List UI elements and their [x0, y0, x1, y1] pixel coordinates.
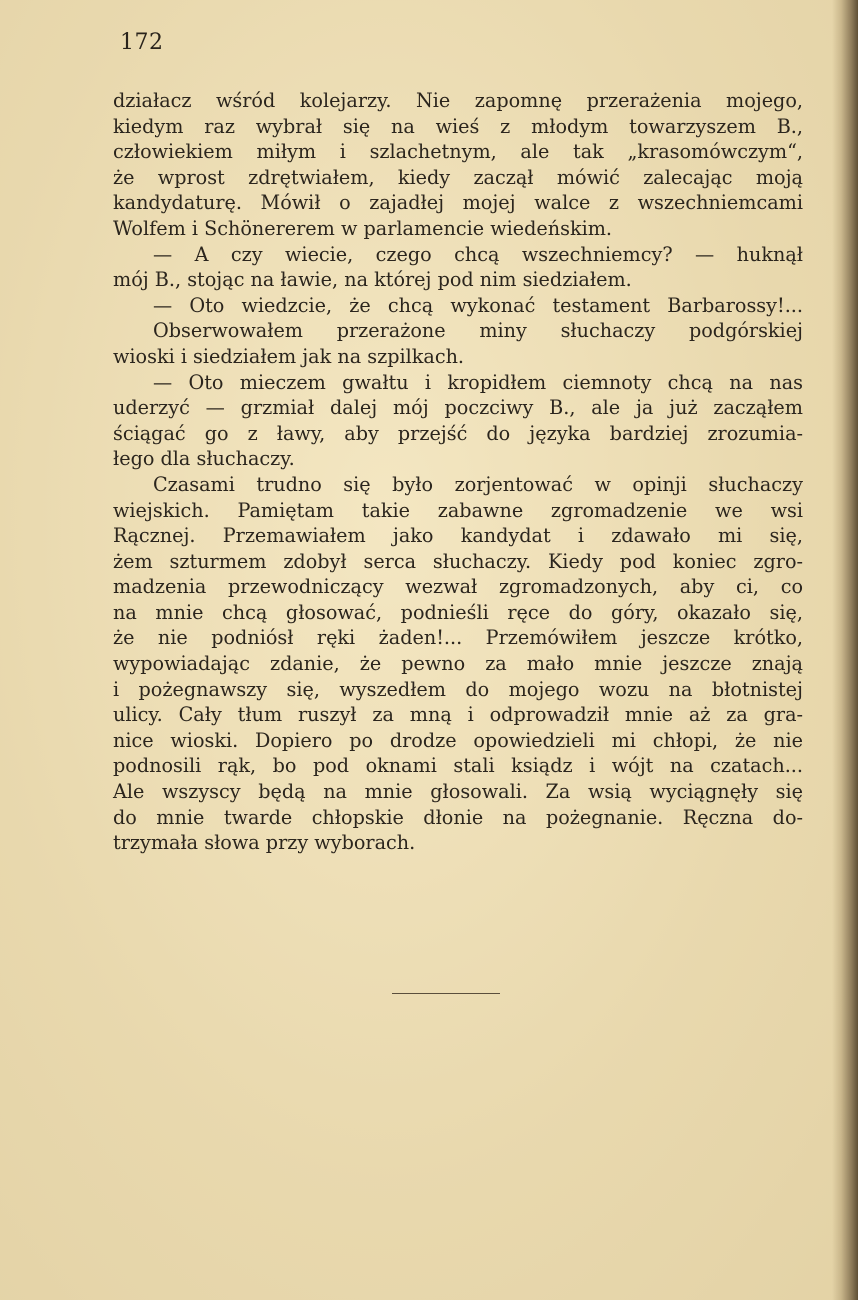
section-divider [392, 993, 500, 994]
text-line: ulicy. Cały tłum ruszył za mną i odprowadził mnie aż za gra- [113, 703, 803, 727]
text-line: na mnie chcą głosować, podnieśli ręce do góry, okazało się, [113, 600, 803, 624]
text-line: mój B., stojąc na ławie, na której pod nim siedziałem. [113, 268, 632, 292]
text-line: Rącznej. Przemawiałem jako kandydat i zdawało mi się, [113, 524, 803, 548]
text-line: żem szturmem zdobył serca słuchaczy. Kiedy pod koniec zgro- [113, 549, 803, 573]
text-line: do mnie twarde chłopskie dłonie na pożegnanie. Ręczna do- [113, 805, 803, 829]
text-line: wiejskich. Pamiętam takie zabawne zgromadzenie we wsi [113, 498, 803, 522]
text-line: podnosili rąk, bo pod oknami stali ksiądz i wójt na czatach... [113, 754, 803, 778]
text-line: Czasami trudno się było zorjentować w opinji słuchaczy [153, 472, 803, 496]
binding-shadow [832, 0, 858, 1300]
text-line: człowiekiem miłym i szlachetnym, ale tak „krasomówczym“, [113, 140, 803, 164]
page-number: 172 [120, 30, 164, 55]
text-line: Obserwowałem przerażone miny słuchaczy podgórskiej [153, 319, 803, 343]
text-line: wioski i siedziałem jak na szpilkach. [113, 344, 465, 368]
text-line: madzenia przewodniczący wezwał zgromadzonych, aby ci, co [113, 575, 803, 599]
text-line: wypowiadając zdanie, że pewno za mało mnie jeszcze znają [113, 652, 803, 676]
text-line: nice wioski. Dopiero po drodze opowiedzieli mi chłopi, że nie [113, 728, 803, 752]
text-line: łego dla słuchaczy. [113, 447, 295, 471]
text-line: — Oto wiedzcie, że chcą wykonać testament Barbarossy!... [153, 293, 803, 317]
text-line: — A czy wiecie, czego chcą wszechniemcy? — huknął [153, 242, 803, 266]
text-line: że nie podniósł ręki żaden!... Przemówiłem jeszcze krótko, [113, 626, 803, 650]
text-line: Ale wszyscy będą na mnie głosowali. Za wsią wyciągnęły się [113, 780, 803, 804]
text-line: i pożegnawszy się, wyszedłem do mojego wozu na błotnistej [113, 677, 803, 701]
text-line: trzymała słowa przy wyborach. [113, 831, 416, 855]
body-text [113, 88, 803, 856]
text-line: kandydaturę. Mówił o zajadłej mojej walce z wszechniemcami [113, 191, 803, 215]
text-line: — Oto mieczem gwałtu i kropidłem ciemnoty chcą na nas [153, 370, 803, 394]
text-line: że wprost zdrętwiałem, kiedy zaczął mówić zalecając moją [113, 165, 803, 189]
text-line: uderzyć — grzmiał dalej mój poczciwy B., ale ja już zacząłem [113, 396, 803, 420]
text-line: Wolfem i Schönererem w parlamencie wiedeńskim. [113, 216, 613, 240]
text-line: kiedym raz wybrał się na wieś z młodym towarzyszem B., [113, 114, 803, 138]
text-line: działacz wśród kolejarzy. Nie zapomnę przerażenia mojego, [113, 89, 803, 112]
text-line: ściągać go z ławy, aby przejść do języka bardziej zrozumia- [113, 421, 803, 445]
